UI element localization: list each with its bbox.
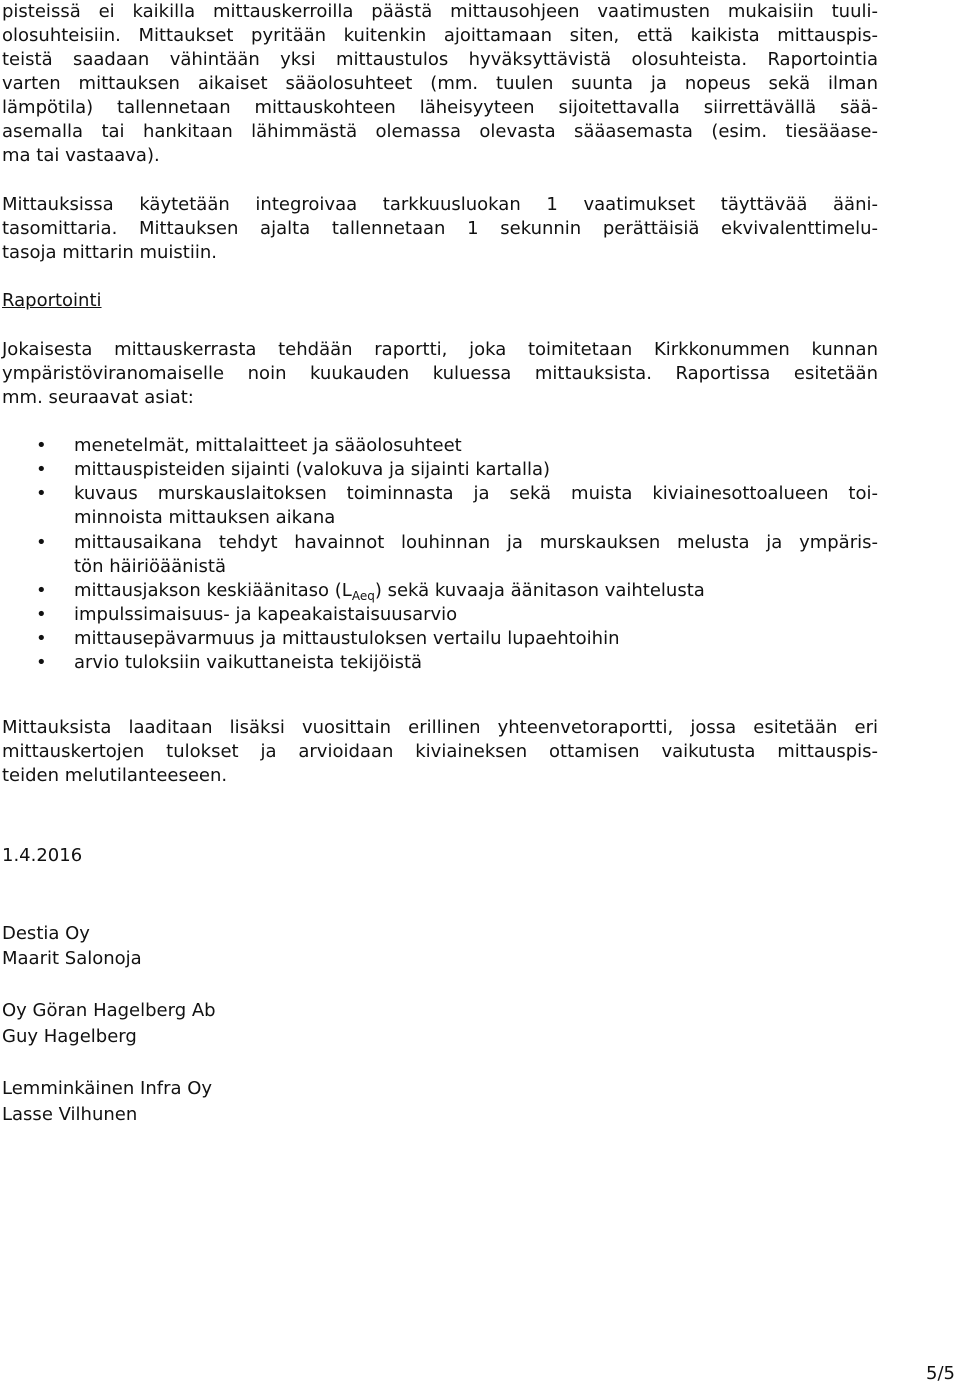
page-number: 5/5 [926,1363,955,1384]
document-date: 1.4.2016 [2,845,83,866]
summary-line-2: mittauskertojen tulokset ja arvioidaan kiviaineksen ottamisen vaikutusta mittauspis- [2,741,878,762]
intro-line-6: asemalla tai hankitaan lähimmästä olemassa olevasta sääasemasta (esim. tiesääase- [2,121,878,142]
intro-line-3: teistä saadaan vähintään yksi mittaustulos hyväksyttävistä olosuhteista. Raportointia [2,49,878,70]
meters-line-1: Mittauksissa käytetään integroivaa tarkkuusluokan 1 vaatimukset täyttävää ääni- [2,194,878,215]
bullet-dot: • [36,483,47,504]
signatory-person: Lasse Vilhunen [2,1104,138,1125]
intro-line-5: lämpötila) tallennetaan mittauskohteen läheisyyteen sijoitettavalla siirrettävällä sää- [2,97,878,118]
list-item-text: mittausjakson keskiäänitaso (L [74,580,352,601]
bullet-dot: • [36,628,47,649]
meters-line-3: tasoja mittarin muistiin. [2,242,217,263]
intro-line-4: varten mittauksen aikaiset sääolosuhteet (mm. tuulen suunta ja nopeus sekä ilman [2,73,878,94]
summary-line-1: Mittauksista laaditaan lisäksi vuosittain erillinen yhteenvetoraportti, jossa esitetään eri [2,717,878,738]
laeq-subscript: Aeq [351,589,375,603]
list-item-text: ) sekä kuvaaja äänitason vaihtelusta [374,580,705,601]
bullet-dot: • [36,532,47,553]
signatory-person: Maarit Salonoja [2,948,142,969]
list-item [74,579,705,603]
report-intro-line-1: Jokaisesta mittauskerrasta tehdään raportti, joka toimitetaan Kirkkonummen kunnan [2,339,878,360]
list-item: mittauspisteiden sijainti (valokuva ja sijainti kartalla) [74,459,551,480]
list-item-continuation: tön häiriöäänistä [74,556,226,577]
list-item: arvio tuloksiin vaikuttaneista tekijöistä [74,652,423,673]
report-intro-line-2: ympäristöviranomaiselle noin kuukauden kuluessa mittauksista. Raportissa esitetään [2,363,878,384]
intro-line-2: olosuhteisiin. Mittaukset pyritään kuitenkin ajoittamaan siten, että kaikista mittauspis- [2,25,878,46]
meters-line-2: tasomittaria. Mittauksen ajalta tallennetaan 1 sekunnin perättäisiä ekvivalenttimelu- [2,218,878,239]
list-item: mittausepävarmuus ja mittaustuloksen vertailu lupaehtoihin [74,628,620,649]
signatory-person: Guy Hagelberg [2,1026,137,1047]
bullet-dot: • [36,580,47,601]
intro-line-7: ma tai vastaava). [2,145,160,166]
section-heading-raportointi: Raportointi [2,290,102,311]
signatory-company: Oy Göran Hagelberg Ab [2,1000,216,1021]
bullet-dot: • [36,459,47,480]
list-item: menetelmät, mittalaitteet ja sääolosuhteet [74,435,462,456]
list-item: impulssimaisuus- ja kapeakaistaisuusarvio [74,604,458,625]
list-item: mittausaikana tehdyt havainnot louhinnan ja murskauksen melusta ja ympäris- [74,532,878,553]
bullet-dot: • [36,435,47,456]
bullet-dot: • [36,604,47,625]
bullet-dot: • [36,652,47,673]
report-intro-line-3: mm. seuraavat asiat: [2,387,194,408]
signatory-company: Lemminkäinen Infra Oy [2,1078,213,1099]
list-item: kuvaus murskauslaitoksen toiminnasta ja sekä muista kiviainesottoalueen toi- [74,483,878,504]
summary-line-3: teiden melutilanteeseen. [2,765,228,786]
intro-line-1: pisteissä ei kaikilla mittauskerroilla päästä mittausohjeen vaatimusten mukaisiin tuuli- [2,1,878,22]
signatory-company: Destia Oy [2,923,90,944]
list-item-continuation: minnoista mittauksen aikana [74,507,336,528]
